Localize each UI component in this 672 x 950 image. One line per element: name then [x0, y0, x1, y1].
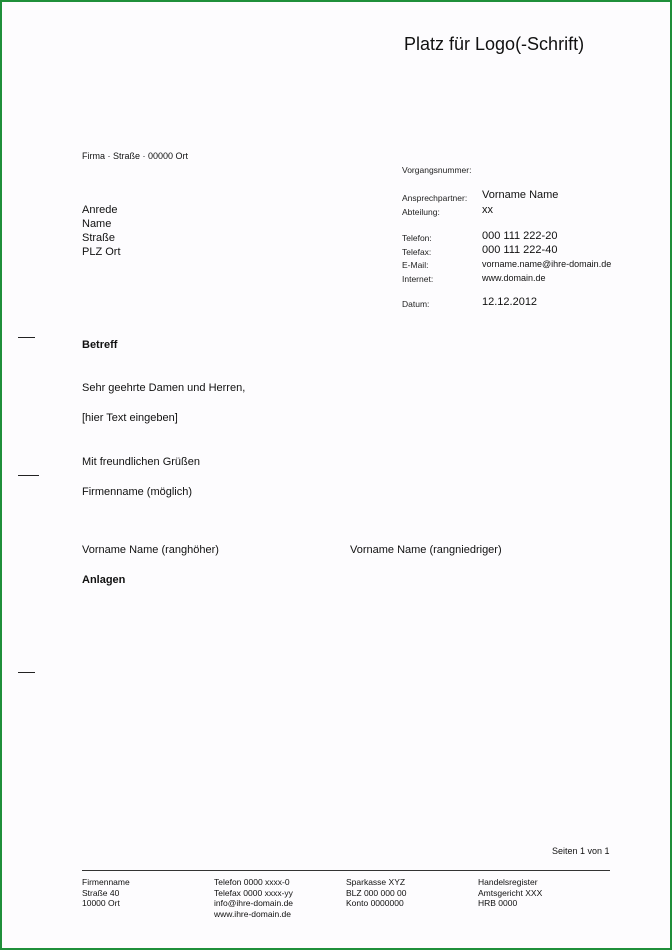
- fold-mark-top: [18, 337, 35, 338]
- sender-line: Firma · Straße · 00000 Ort: [82, 151, 189, 161]
- footer-company: [82, 877, 130, 909]
- footer-email[interactable]: info@ihre-domain.de: [214, 898, 294, 908]
- telefax-value: 000 111 222-40: [482, 244, 558, 256]
- internet-value[interactable]: www.domain.de: [482, 273, 546, 283]
- page-number: Seiten 1 von 1: [552, 846, 610, 856]
- footer-register-label: Handelsregister: [478, 877, 538, 887]
- recipient-city: PLZ Ort: [82, 246, 121, 258]
- footer-company-city: 10000 Ort: [82, 898, 120, 908]
- footer-company-street: Straße 40: [82, 887, 120, 898]
- email-label: E-Mail:: [402, 260, 429, 270]
- email-value[interactable]: vorname.name@ihre-domain.de: [482, 259, 612, 269]
- footer-bank-code: BLZ 000 000 00: [346, 887, 407, 898]
- recipient-address: [82, 203, 121, 259]
- footer-phone: Telefon 0000 xxxx-0: [214, 877, 290, 887]
- recipient-street: Straße: [82, 232, 116, 244]
- telefon-value: 000 111 222-20: [482, 230, 558, 242]
- salutation: Sehr geehrte Damen und Herren,: [82, 382, 246, 394]
- telefax-label: Telefax:: [402, 247, 432, 257]
- ansprechpartner-value: Vorname Name: [482, 189, 559, 201]
- signer-junior: Vorname Name (rangniedriger): [350, 544, 502, 556]
- signer-senior: Vorname Name (ranghöher): [82, 544, 219, 556]
- footer-divider: [82, 870, 610, 871]
- fold-mark-bottom: [18, 672, 35, 673]
- fold-mark-middle: [18, 475, 39, 476]
- closing: Mit freundlichen Grüßen: [82, 456, 200, 468]
- logo-placeholder: Platz für Logo(-Schrift): [404, 34, 585, 54]
- recipient-name: Name: [82, 218, 112, 230]
- footer-fax: Telefax 0000 xxxx-yy: [214, 887, 293, 898]
- vorgangsnummer-label: Vorgangsnummer:: [402, 165, 472, 175]
- recipient-salutation: Anrede: [82, 204, 118, 216]
- footer-bank: [346, 877, 407, 909]
- datum-label: Datum:: [402, 299, 430, 309]
- footer-contact: [214, 877, 293, 919]
- subject: Betreff: [82, 339, 118, 351]
- abteilung-value: xx: [482, 204, 493, 216]
- footer-company-name: Firmenname: [82, 877, 130, 887]
- ansprechpartner-label: Ansprechpartner:: [402, 193, 468, 203]
- attachments-heading: Anlagen: [82, 574, 126, 586]
- telefon-label: Telefon:: [402, 233, 432, 243]
- footer-register: [478, 877, 542, 909]
- body-text-placeholder[interactable]: [hier Text eingeben]: [82, 412, 178, 424]
- footer-account: Konto 0000000: [346, 898, 404, 908]
- footer-court: Amtsgericht XXX: [478, 887, 543, 898]
- datum-value: 12.12.2012: [482, 296, 538, 308]
- abteilung-label: Abteilung:: [402, 207, 440, 217]
- footer-hrb: HRB 0000: [478, 898, 518, 908]
- footer-website[interactable]: www.ihre-domain.de: [214, 908, 292, 919]
- internet-label: Internet:: [402, 274, 434, 284]
- footer-bank-name: Sparkasse XYZ: [346, 877, 406, 887]
- company-name: Firmenname (möglich): [82, 486, 193, 498]
